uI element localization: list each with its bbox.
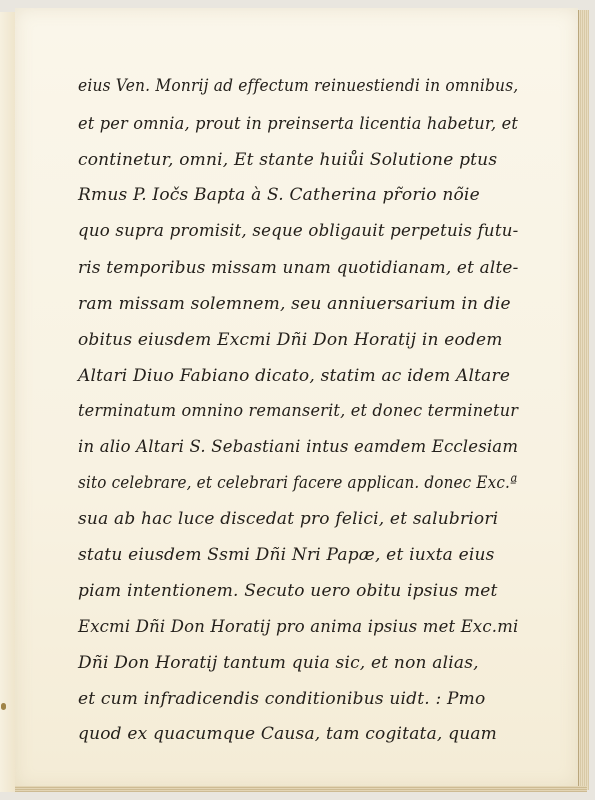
manuscript-line: et per omnia, prout in preinserta licentia habetur, et: [78, 114, 519, 134]
manuscript-line: statu eiusdem Ssmi Dñi Nri Papæ, et iuxta eius: [78, 545, 495, 565]
manuscript-line: quod ex quacumque Causa, tam cogitata, quam: [78, 724, 498, 744]
page-stack-edge: [578, 10, 589, 790]
manuscript-line: piam intentionem. Secuto uero obitu ipsius met: [78, 581, 498, 601]
manuscript-line: sua ab hac luce discedat pro felici, et salubriori: [78, 509, 499, 529]
manuscript-line: sito celebrare, et celebrari facere applican. donec Exc.ª: [78, 473, 518, 493]
manuscript-line: Altari Diuo Fabiano dicato, statim ac idem Altare: [78, 366, 511, 386]
manuscript-line: ram missam solemnem, seu anniuersarium in die: [78, 294, 511, 314]
manuscript-line: et cum infradicendis conditionibus uidt. : Pmo: [78, 689, 486, 709]
binding-hole: [1, 703, 6, 710]
facing-page-edge: [0, 12, 16, 792]
manuscript-line: terminatum omnino remanserit, et donec terminetur: [78, 401, 519, 421]
manuscript-line: Rmus P. Iočs Bapta à S. Catherina pr̃orio nõie: [78, 185, 480, 205]
manuscript-line: obitus eiusdem Excmi Dñi Don Horatij in eodem: [78, 330, 503, 350]
manuscript-line: quo supra promisit, seque obligauit perpetuis futu-: [78, 221, 519, 241]
manuscript-line: in alio Altari S. Sebastiani intus eamdem Ecclesiam: [78, 437, 519, 457]
manuscript-line: Excmi Dñi Don Horatij pro anima ipsius met Exc.mi: [78, 617, 519, 637]
manuscript-line: eius Ven. Monrij ad effectum reinuestiendi in omnibus,: [78, 76, 519, 96]
page-stack-bottom: [15, 786, 587, 792]
manuscript-line: Dñi Don Horatij tantum quia sic, et non alias,: [78, 653, 479, 673]
manuscript-line: continetur, omni, Et stante huiůi Solutione ptus: [78, 150, 498, 170]
manuscript-line: ris temporibus missam unam quotidianam, et alte-: [78, 258, 519, 278]
